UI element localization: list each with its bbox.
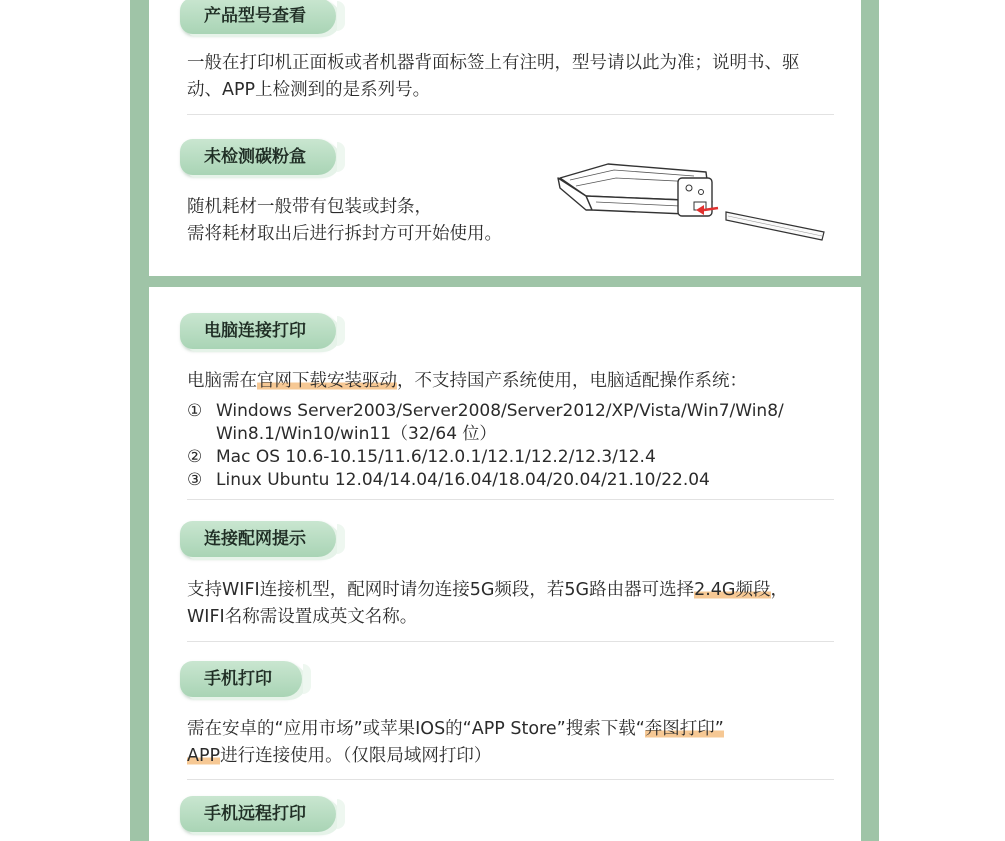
section-title-pc: 电脑连接打印 — [180, 313, 336, 349]
divider — [187, 641, 834, 642]
section-title-mobile: 手机打印 — [180, 661, 302, 697]
divider — [187, 779, 834, 780]
section-title-toner: 未检测碳粉盒 — [180, 139, 336, 175]
network-text: 支持WIFI连接机型，配网时请勿连接5G频段，若5G路由器可选择2.4G频段， WIFI名称需设置成英文名称。 — [187, 580, 788, 627]
divider — [187, 114, 834, 115]
mobile-text: 需在安卓的“应用市场”或苹果IOS的“APP Store”搜索下载“奔图打印” APP进行连接使用。（仅限局域网打印） — [187, 719, 724, 766]
os-item: ① Windows Server2003/Server2008/Server2012/XP/Vista/Win7/Win8/ Win8.1/Win10/win11（32/64 位） — [187, 401, 784, 444]
section-title-network: 连接配网提示 — [180, 521, 336, 557]
divider — [187, 499, 834, 500]
toner-cartridge-illustration — [556, 158, 828, 244]
model-text: 一般在打印机正面板或者机器背面标签上有注明，型号请以此为准；说明书、驱 动、APP上检测到的是系列号。 — [187, 53, 800, 100]
section-title-remote: 手机远程打印 — [180, 796, 336, 832]
section-title-model: 产品型号查看 — [180, 0, 336, 34]
os-item: ② Mac OS 10.6-10.15/11.6/12.0.1/12.1/12.2/12.3/12.4 — [187, 447, 656, 467]
toner-text: 随机耗材一般带有包装或封条， 需将耗材取出后进行拆封方可开始使用。 — [187, 197, 502, 244]
os-list — [187, 400, 784, 492]
os-item: ③ Linux Ubuntu 12.04/14.04/16.04/18.04/20.04/21.10/22.04 — [187, 470, 710, 490]
pc-intro: 电脑需在官网下载安装驱动，不支持国产系统使用，电脑适配操作系统： — [187, 371, 747, 391]
